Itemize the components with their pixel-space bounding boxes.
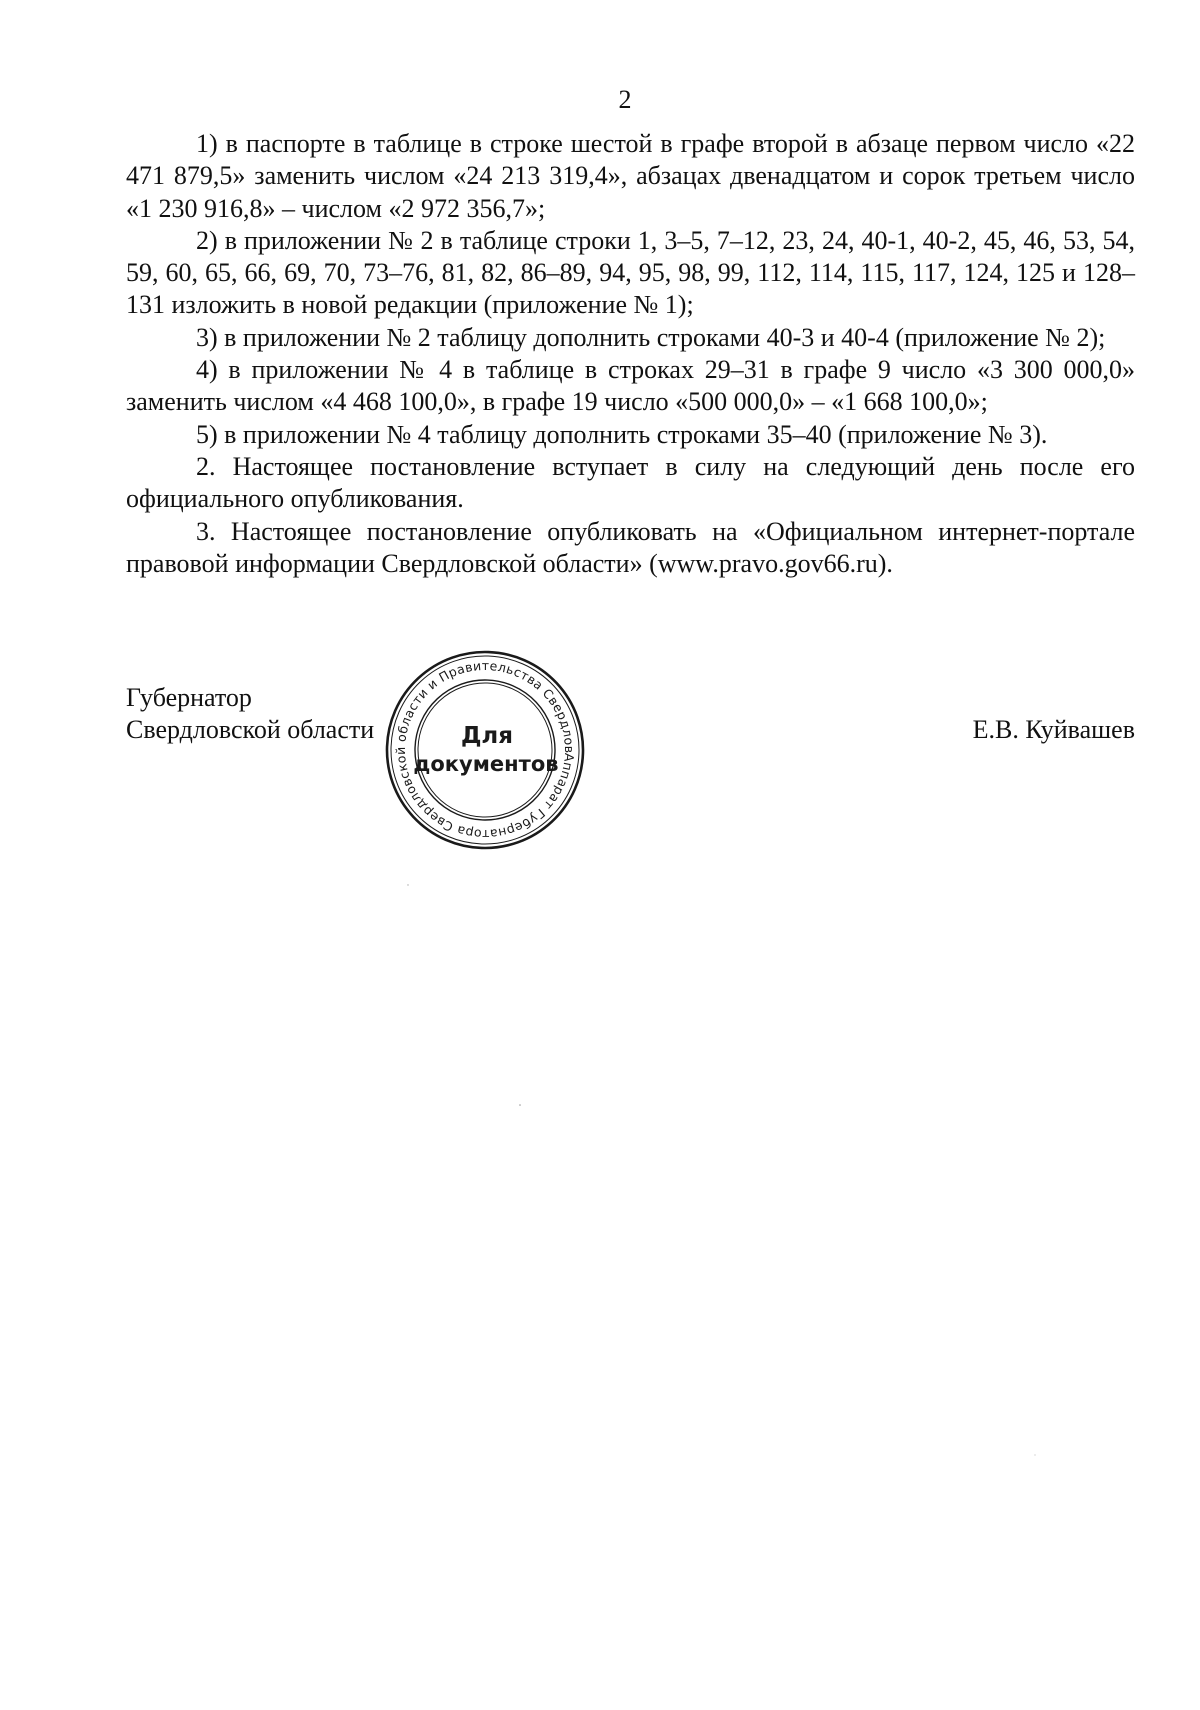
seal-center-line-1: Для [460,723,514,749]
amendment-item-2: 2) в приложении № 2 в таблице строки 1, 3–5, 7–12, 23, 24, 40-1, 40-2, 45, 46, 53, 54, 59, 60, 65, 66, 69, 70, 73–76, 81, 82, 86–89, 94, 95, 98, 99, 112, 114, 115, 117, 124, 125 и 128–131 изложить в новой редакции (приложение № 1); [126,225,1135,320]
amendment-item-3: 3) в приложении № 2 таблицу дополнить строками 40-3 и 40-4 (приложение № 2); [196,322,1106,352]
seal-center-line-2: документов [413,752,559,776]
signatory-name: Е.В. Куйвашев [972,715,1135,744]
amendment-item-4: 4) в приложении № 4 в таблице в строках 29–31 в графе 9 число «3 300 000,0» заменить числом «4 468 100,0», в графе 19 число «500 000,0» – «1 668 100,0»; [126,355,1135,417]
clause-publication: 3. Настоящее постановление опубликовать на «Официальном интернет-портале правовой информации Свердловской области» (www.pravo.gov66.ru). [126,516,1135,578]
signatory-title-line-2: Свердловской области [126,715,375,744]
amendment-item-5: 5) в приложении № 4 таблицу дополнить строками 35–40 (приложение № 3). [196,419,1048,449]
clause-effective-date: 2. Настоящее постановление вступает в силу на следующий день после его официального опубликования. [126,451,1135,514]
page-number: 2 [618,85,632,114]
signatory-title-line-1: Губернатор [126,683,252,712]
amendment-item-1: 1) в паспорте в таблице в строке шестой в графе второй в абзаце первом число «22 471 879,5» заменить числом «24 213 319,4», абзацах двенадцатом и сорок третьем число «1 230 916,8» – числом «2 972 356,7»; [126,129,1135,223]
seal-ring-text: Аппарат Губернатора Свердловской области и Правительства Свердловской [392,657,578,843]
